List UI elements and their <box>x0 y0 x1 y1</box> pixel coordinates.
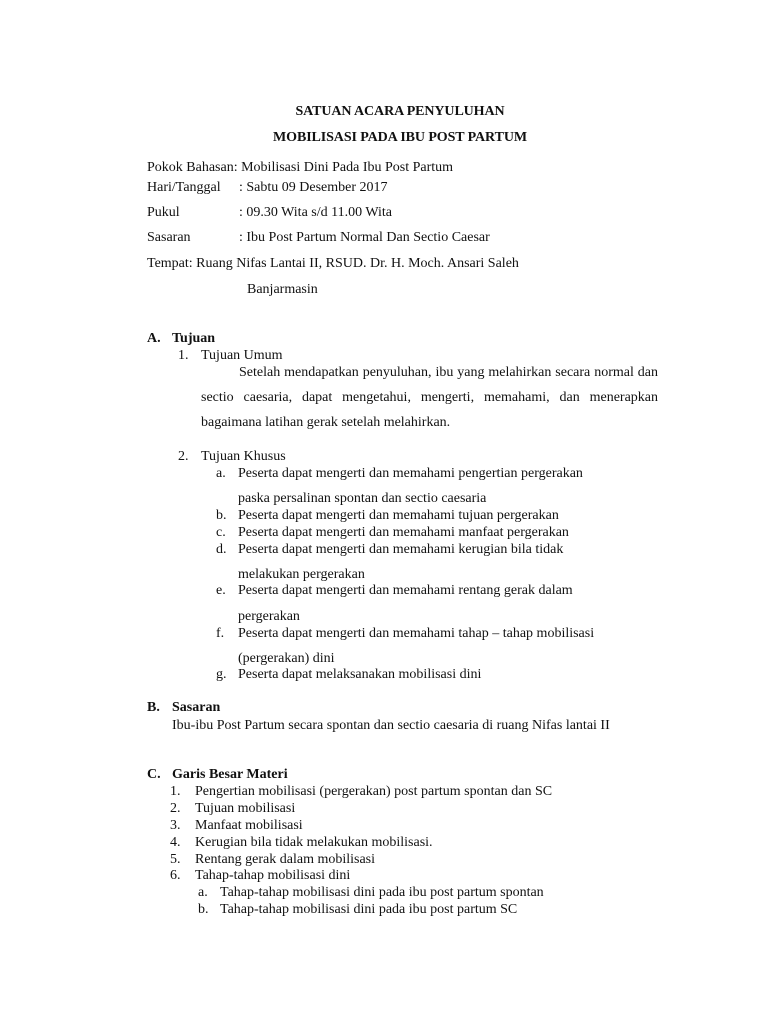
section-a-letter: A. <box>147 331 161 346</box>
meta-tempat-line1: Tempat: Ruang Nifas Lantai II, RSUD. Dr. H. Moch. Ansari Saleh <box>147 256 519 271</box>
meta-label-pokok-bahasan <box>147 161 453 175</box>
tujuan-khusus-a-line1: Peserta dapat mengerti dan memahami pengertian pergerakan <box>238 466 583 481</box>
tujuan-khusus-g-letter: g. <box>216 667 227 682</box>
meta-label-hari-tanggal: Hari/Tanggal <box>147 180 221 195</box>
tujuan-khusus-d-line1: Peserta dapat mengerti dan memahami kerugian bila tidak <box>238 542 564 557</box>
tujuan-khusus-d-line2: melakukan pergerakan <box>238 567 365 582</box>
materi-item-6-text: Tahap-tahap mobilisasi dini <box>195 868 351 883</box>
tujuan-khusus-c-letter: c. <box>216 525 226 540</box>
tujuan-umum-number: 1. <box>178 348 189 363</box>
section-c-title: Garis Besar Materi <box>172 767 288 782</box>
materi-subitem-b-text: Tahap-tahap mobilisasi dini pada ibu post partum SC <box>220 902 518 917</box>
document-title-line2: MOBILISASI PADA IBU POST PARTUM <box>273 130 527 145</box>
materi-item-6-number: 6. <box>170 868 181 883</box>
section-a-title: Tujuan <box>172 331 216 346</box>
tujuan-umum-title: Tujuan Umum <box>201 348 283 363</box>
materi-item-2-number: 2. <box>170 801 181 816</box>
tujuan-khusus-number: 2. <box>178 449 189 464</box>
meta-label-pukul: Pukul <box>147 205 180 220</box>
meta-value-pukul: : 09.30 Wita s/d 11.00 Wita <box>239 205 392 220</box>
tujuan-khusus-d-letter: d. <box>216 542 227 557</box>
tujuan-khusus-g-line1: Peserta dapat melaksanakan mobilisasi dini <box>238 667 482 682</box>
section-b-title: Sasaran <box>172 700 221 715</box>
materi-item-5-number: 5. <box>170 852 181 867</box>
materi-item-1-text: Pengertian mobilisasi (pergerakan) post partum spontan dan SC <box>195 784 553 799</box>
section-b-letter: B. <box>147 700 160 715</box>
tujuan-khusus-c-line1: Peserta dapat mengerti dan memahami manfaat pergerakan <box>238 525 569 540</box>
tujuan-khusus-e-line1: Peserta dapat mengerti dan memahami rentang gerak dalam <box>238 583 573 598</box>
tujuan-khusus-b-line1: Peserta dapat mengerti dan memahami tujuan pergerakan <box>238 508 559 523</box>
tujuan-khusus-e-letter: e. <box>216 583 226 598</box>
tujuan-khusus-title: Tujuan Khusus <box>201 449 286 464</box>
tujuan-umum-paragraph-text: Setelah mendapatkan penyuluhan, ibu yang melahirkan secara normal dan sectio caesaria, dapat mengetahui, mengerti, memahami, dan menerapkan bagaimana latihan gerak setelah melahirkan. <box>201 365 658 430</box>
tujuan-khusus-a-letter: a. <box>216 466 226 481</box>
meta-value-sasaran: : Ibu Post Partum Normal Dan Sectio Caesar <box>239 230 490 245</box>
materi-subitem-a-letter: a. <box>198 885 208 900</box>
materi-subitem-a-text: Tahap-tahap mobilisasi dini pada ibu post partum spontan <box>220 885 544 900</box>
meta-label-sasaran: Sasaran <box>147 230 191 245</box>
materi-item-1-number: 1. <box>170 784 181 799</box>
section-c-letter: C. <box>147 767 161 782</box>
materi-item-4-number: 4. <box>170 835 181 850</box>
materi-item-3-number: 3. <box>170 818 181 833</box>
meta-tempat-line2: Banjarmasin <box>247 282 318 297</box>
meta-label-text: Pokok Bahasan: <box>147 160 238 175</box>
meta-value-pokok-bahasan: Mobilisasi Dini Pada Ibu Post Partum <box>241 160 454 175</box>
tujuan-khusus-e-line2: pergerakan <box>238 609 300 624</box>
tujuan-khusus-f-line1: Peserta dapat mengerti dan memahami tahap – tahap mobilisasi <box>238 626 595 641</box>
materi-item-3-text: Manfaat mobilisasi <box>195 818 303 833</box>
tujuan-khusus-a-line2: paska persalinan spontan dan sectio caesaria <box>238 491 487 506</box>
tujuan-khusus-b-letter: b. <box>216 508 227 523</box>
tujuan-khusus-f-letter: f. <box>216 626 225 641</box>
materi-item-2-text: Tujuan mobilisasi <box>195 801 296 816</box>
section-b-text: Ibu-ibu Post Partum secara spontan dan sectio caesaria di ruang Nifas lantai II <box>172 718 610 733</box>
tujuan-umum-paragraph <box>201 360 658 435</box>
meta-value-hari-tanggal: : Sabtu 09 Desember 2017 <box>239 180 388 195</box>
tujuan-khusus-f-line2: (pergerakan) dini <box>238 651 335 666</box>
materi-subitem-b-letter: b. <box>198 902 209 917</box>
materi-item-5-text: Rentang gerak dalam mobilisasi <box>195 852 376 867</box>
materi-item-4-text: Kerugian bila tidak melakukan mobilisasi. <box>195 835 433 850</box>
document-title-line1: SATUAN ACARA PENYULUHAN <box>295 104 505 119</box>
